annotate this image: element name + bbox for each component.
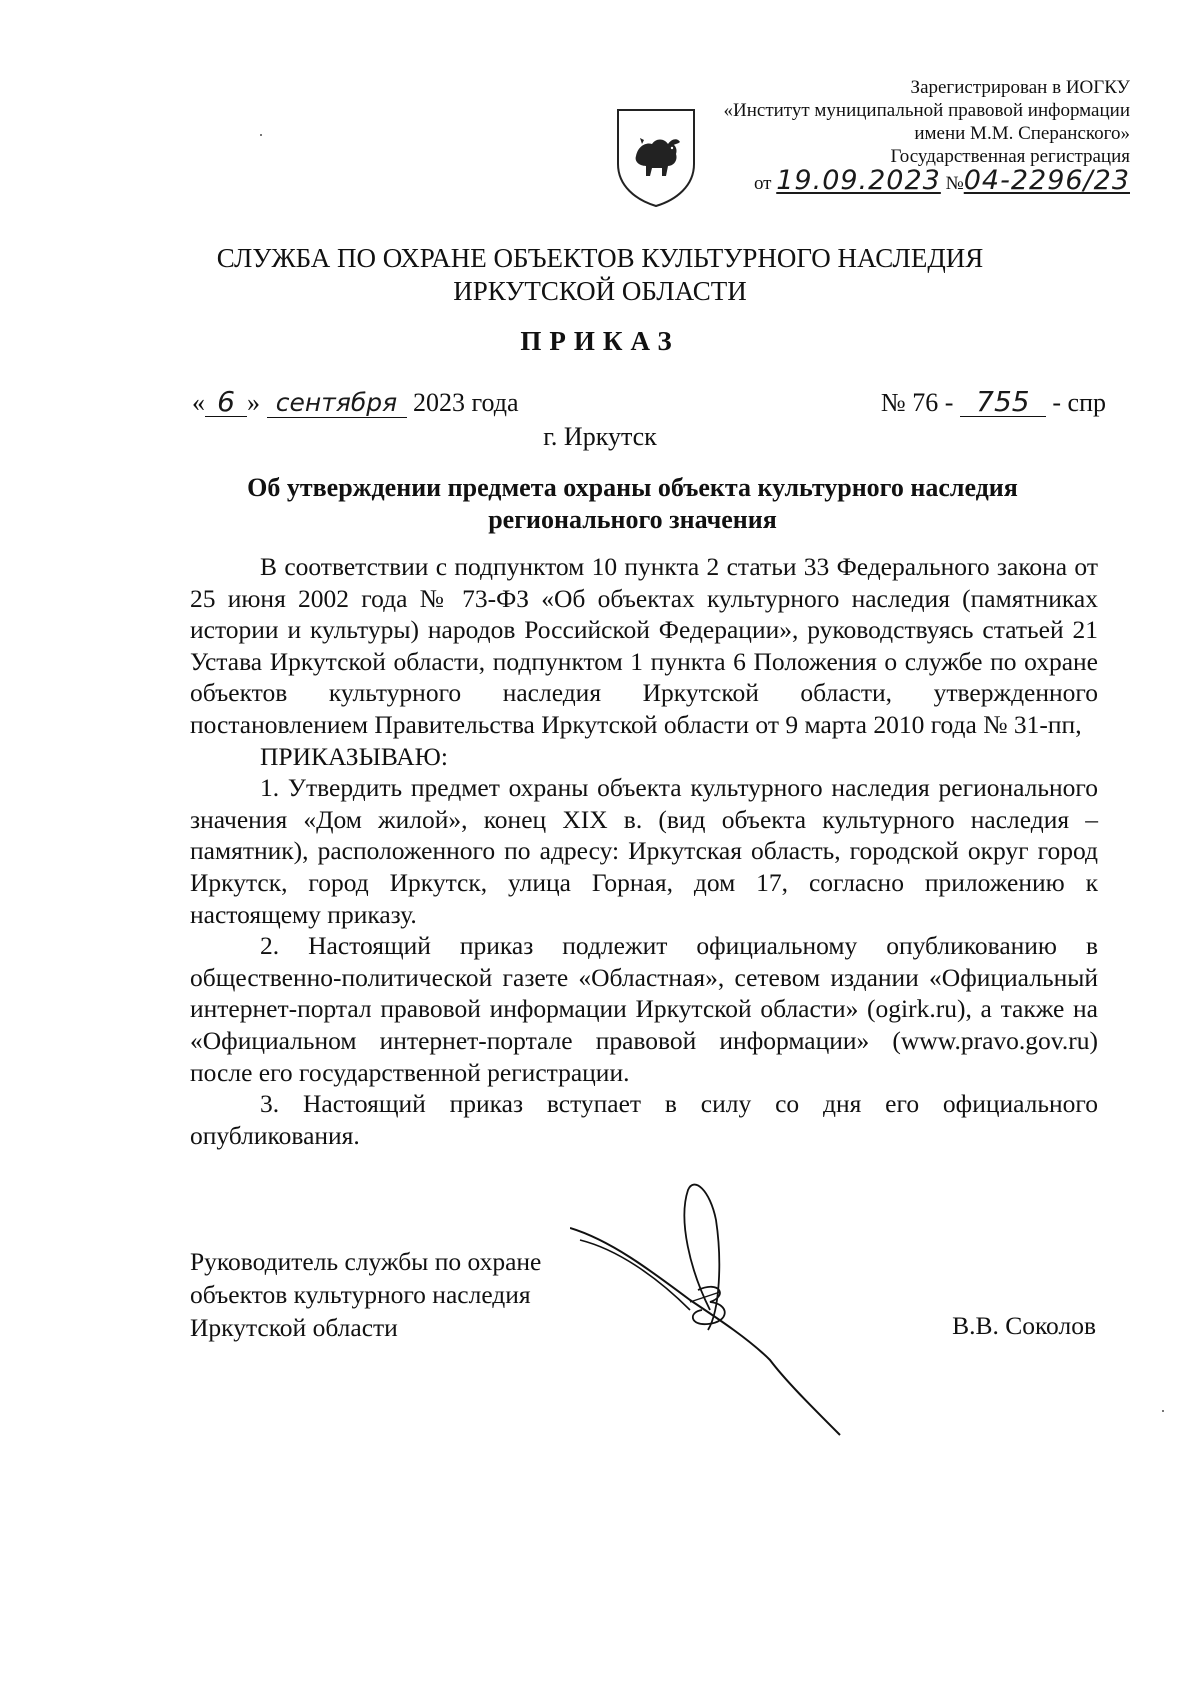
signer-name: В.В. Соколов (952, 1311, 1096, 1340)
registration-number-line (650, 165, 1130, 196)
signer-position (190, 1245, 541, 1344)
order-date (192, 385, 519, 418)
scan-speck (1162, 1410, 1164, 1412)
preamble-paragraph: В соответствии с подпунктом 10 пункта 2 статьи 33 Федерального закона от 25 июня 2002 года № 73-ФЗ «Об объектах культурного наследия (памятниках истории и культуры) народов Российской Федерации», руководствуясь статьей 21 Устава Иркутской области, подпунктом 1 пункта 6 Положения о службе по охране объектов культурного наследия Иркутской области, утвержденного постановлением Правительства Иркутской области от 9 марта 2010 года № 31-пп, (190, 552, 1098, 739)
order-number-value: 755 (960, 388, 1046, 417)
registration-line-3: имени М.М. Сперанского» (914, 123, 1130, 144)
order-number-prefix: № 76 - (880, 388, 954, 417)
order-title-line-2: регионального значения (488, 505, 777, 534)
registration-date: 19.09.2023 (776, 165, 941, 196)
agency-line-2: ИРКУТСКОЙ ОБЛАСТИ (453, 276, 747, 306)
order-item-1: 1. Утвердить предмет охраны объекта культурного наследия регионального значения «Дом жилой», конец XIX в. (вид объекта культурного наследия – памятник), расположенного по адресу: Иркутская область, городской округ город Иркутск, город Иркутск, улица Горная, дом 17, согласно приложению к настоящему приказу. (190, 773, 1098, 929)
city: г. Иркутск (543, 422, 657, 451)
document-type: ПРИКАЗ (520, 326, 680, 356)
registration-line-2: «Институт муниципальной правовой информации (723, 100, 1130, 121)
date-month: сентября (267, 389, 407, 418)
agency-line-1: СЛУЖБА ПО ОХРАНЕ ОБЪЕКТОВ КУЛЬТУРНОГО НАСЛЕДИЯ (216, 243, 984, 273)
date-year: 2023 года (413, 388, 519, 417)
signer-position-line-3: Иркутской области (190, 1313, 398, 1342)
order-title-line-1: Об утверждении предмета охраны объекта культурного наследия (247, 473, 1018, 502)
scan-speck (260, 134, 262, 136)
registration-stamp (650, 76, 1130, 195)
order-item-2: 2. Настоящий приказ подлежит официальному опубликованию в общественно-политической газете «Областная», сетевом издании «Официальный интернет-портал правовой информации Иркутской области» (ogirk.ru), а также на «Официальном интернет-портале правовой информации» (www.pravo.gov.ru) после его государственной регистрации. (190, 931, 1098, 1087)
order-item-3: 3. Настоящий приказ вступает в силу со дня его официального опубликования. (190, 1089, 1098, 1150)
order-number-suffix: - спр (1052, 388, 1106, 417)
order-word: ПРИКАЗЫВАЮ: (260, 741, 448, 771)
signer-position-line-2: объектов культурного наследия (190, 1280, 531, 1309)
order-title (190, 472, 1075, 536)
date-close-quote: » (247, 388, 260, 417)
registration-number: 04-2296/23 (963, 165, 1130, 196)
handwritten-signature (570, 1180, 860, 1440)
date-open-quote: « (192, 388, 205, 417)
registration-from-label: от (753, 173, 772, 194)
signer-position-line-1: Руководитель службы по охране (190, 1247, 542, 1276)
date-day: 6 (205, 388, 247, 417)
order-body (190, 551, 1098, 1151)
registration-number-label: № (945, 173, 964, 194)
registration-line-4: Государственная регистрация (890, 146, 1130, 167)
order-number (880, 385, 1106, 418)
agency-heading (0, 242, 1200, 308)
registration-line-1: Зарегистрирован в ИОГКУ (910, 77, 1130, 98)
